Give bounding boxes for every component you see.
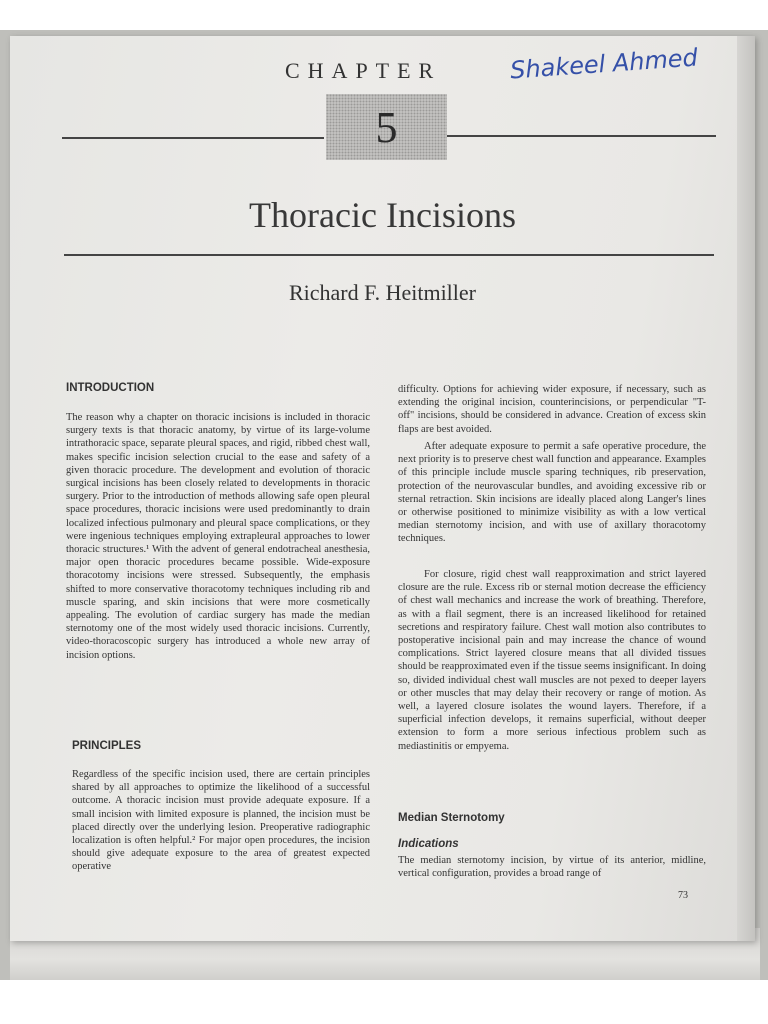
indications-subheading: Indications [398, 838, 459, 850]
book-page [10, 36, 755, 941]
principles-paragraph-continued: difficulty. Options for achieving wider exposure, if necessary, such as extending the original incision, counterincisions, or perpendicular "T-off" incisions, should be considered in advance. Creation of excess skin flaps are best avoided. [398, 384, 706, 435]
principles-paragraph-3: For closure, rigid chest wall reapproximation and strict layered closure are the rule. Excess rib or sternal motion decrease the efficiency of chest wall mechanics and increase the work of breathing. Therefore, as with a flail segment, there is an increased likelihood for retained secretions and respiratory failure. Chest wall motion also contributes to postoperative incisional pain and may increase the chance of wound complications. Strict layered closure means that all divided tissues should be reapproximated even if the tissue seems insignificant. In doing so, divided individual chest wall muscles are not pexed to deeper layers or other muscles that may delay their recovery or range of motion. As well, a layered closure isolates the wound layers. Therefore, if a superficial infection develops, it remains superficial, without deeper extension to form a more serious infectious problem such as mediastinitis or empyema. [398, 569, 706, 752]
principles-paragraph: Regardless of the specific incision used, there are certain principles shared by all approaches to optimize the likelihood of a successful outcome. A thoracic incision must provide adequate exposure. If a small incision with limited exposure is planned, the incision must be placed directly over the underlying lesion. Preoperative radiographic localization is often helpful.² For major open procedures, the incision should give adequate exposure to the area of greatest expected operative [72, 769, 370, 873]
introduction-heading: INTRODUCTION [66, 382, 155, 394]
chapter-title: Thoracic Incisions [249, 195, 516, 235]
chapter-number: 5 [375, 102, 398, 152]
median-sternotomy-heading: Median Sternotomy [398, 812, 505, 824]
page-binding-shadow [737, 36, 755, 941]
chapter-label: CHAPTER [285, 58, 442, 83]
median-sternotomy-paragraph: The median sternotomy incision, by virtue of its anterior, midline, vertical configuration, provides a broad range of [398, 855, 706, 880]
chapter-number-box [326, 94, 447, 160]
title-rule [64, 254, 714, 256]
chapter-author: Richard F. Heitmiller [288, 280, 477, 305]
principles-paragraph-2: After adequate exposure to permit a safe operative procedure, the next priority is to preserve chest wall function and appearance. Examples of this principle include muscle sparing techniques, rib preservation, protection of the neurovascular bundles, and avoiding excessive rib or sternal retraction. Skin incisions are ideally placed along Langer's lines or otherwise positioned to minimize visibility as with a low vertical median sternotomy incision, and with use of axillary thoracotomy techniques. [398, 441, 706, 545]
principles-heading: PRINCIPLES [72, 740, 142, 752]
introduction-paragraph: The reason why a chapter on thoracic incisions is included in thoracic surgery texts is that thoracic anatomy, by virtue of its large-volume intrathoracic space, separate pleural spaces, and rigid, ribbed chest wall, makes specific incision selection crucial to the ease and safety of a given thoracic procedure. The development and evolution of thoracic surgical incisions has been closely related to developments in thoracic surgery. Prior to the introduction of methods allowing safe open pleural space procedures, thoracic incisions were used predominantly to drain localized infectious pulmonary and pleural space complications, or they were ingenious techniques employing extrapleural approaches to lower thoracic structures.¹ With the advent of general endotracheal anesthesia, major open thoracic procedures became possible. Wide-exposure thoracotomy incisions were stressed. Subsequently, the emphasis shifted to more conservative thoracotomy techniques including rib and muscle sparing, and skin incisions that were more cosmetically appealing. The evolution of cardiac surgery has made the median sternotomy one of the most widely used thoracic incisions. Currently, video-thoracoscopic surgery has introduced a whole new array of incision options. [66, 412, 370, 661]
header-rule-right [446, 135, 716, 137]
page-number: 73 [678, 890, 688, 901]
header-rule-left [62, 137, 324, 139]
handwritten-signature: Shakeel Ahmed [509, 43, 699, 85]
